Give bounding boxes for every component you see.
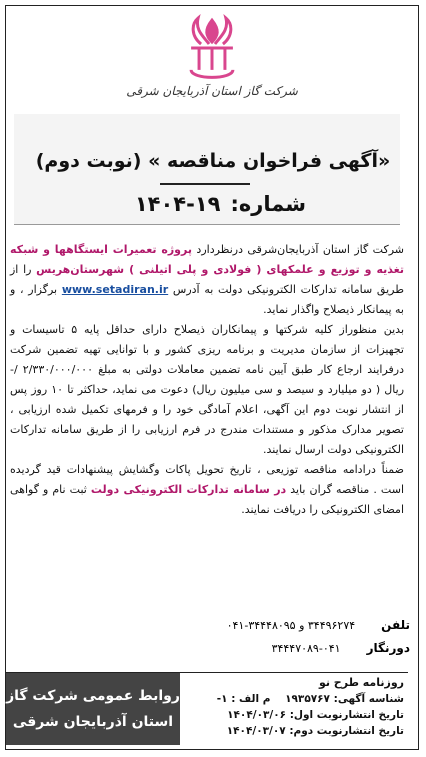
footer	[6, 672, 408, 745]
p3-text-2: ثبت نام و گواهی امضای الکترونیکی را دریافت نمایند.	[10, 483, 404, 516]
ad-code: م الف : ۱-	[216, 693, 271, 705]
pr-line-2: استان آذربایجان شرقی	[12, 714, 174, 730]
notice-number	[125, 192, 306, 216]
fax-row	[227, 637, 410, 660]
number-value: ۱۹-۱۴۰۴	[134, 192, 221, 216]
notice-title: «آگهی فراخوان مناقصه » (نوبت دوم)	[35, 150, 391, 172]
phone-row	[227, 614, 410, 637]
date2-label: تاریخ انتشارنوبت دوم:	[289, 725, 404, 737]
divider	[160, 183, 250, 185]
date2-row	[217, 723, 404, 739]
publication-meta	[217, 675, 404, 739]
public-relations-box	[6, 673, 180, 745]
p3-bold: در سامانه تدارکات الکترونیکی دولت	[90, 483, 287, 496]
project-title: پروژه تعمیرات ایستگاهها و شبکه تغذیه و توزیع و علمکهای ( فولادی و پلی اتیلنی ) شهرستان‌هریس	[10, 243, 404, 276]
number-label: شماره:	[230, 192, 306, 216]
date2: ۱۴۰۴/۰۳/۰۷	[226, 725, 286, 737]
gas-company-logo-icon	[6, 14, 418, 84]
contact-block	[227, 614, 410, 660]
pr-line-1: روابط عمومی شرکت گاز	[6, 688, 180, 704]
date1-row	[217, 707, 404, 723]
date1-label: تاریخ انتشارنوبت اول:	[289, 709, 404, 721]
p3-text: ضمناً درادامه مناقصه توزیعی ، تاریخ تحویل پاکات وگشایش پیشنهادات قید گردیده است . مناقصه گران باید	[10, 463, 404, 496]
newspaper-name: روزنامه طرح نو	[318, 676, 404, 689]
ad-id-label: شناسه آگهی:	[333, 693, 404, 705]
paragraph-2: بدین منظوراز کلیه شرکتها و پیمانکاران ذیصلاح دارای حداقل پایه ۵ تاسیسات و تجهیزات از سازمان مدیریت و برنامه ریزی کشور و با توانایی تهیه تضمین شرکت درفرایند ارجاع کار طبق آیین نامه تضمین معاملات دولتی به مبلغ ۲/۳۳۰/۰۰۰/۰۰۰ /- ریال ( دو میلیارد و سیصد و سی میلیون ریال) دعوت می نماید، حداکثر تا ۱۰ روز پس از انتشار نوبت دوم این آگهی، اعلام آمادگی خود را و فرمهای تکمیل شده ارزیابی ، تصویر مدارک مذکور و مستندات مندرج در فرم ارزیابی را از طریق سامانه تدارکات الکترونیکی دولت ارسال نمایند.	[10, 323, 405, 456]
p1-text-2: را از طریق سامانه تدارکات الکترونیکی دولت به آدرس	[10, 263, 404, 296]
setad-link[interactable]: www.setadiran.ir	[61, 283, 169, 296]
notice-body	[10, 240, 404, 520]
ad-id: ۱۹۳۵۷۶۷	[285, 693, 330, 705]
fax-value: ۰۴۱-۳۴۴۴۷۰۸۹	[271, 642, 341, 655]
company-caption: شرکت گاز استان آذربایجان شرقی	[126, 84, 298, 98]
phone-label: تلفن	[381, 618, 410, 632]
paragraph-3	[10, 460, 404, 520]
paragraph-1	[10, 240, 404, 320]
p1-text-3: برگزار ، و به پیمانکار ذیصلاح واگذار نماید.	[10, 283, 404, 316]
phone-value: ۳۴۴۹۶۲۷۴ و ۳۴۴۴۸۰۹۵-۰۴۱	[226, 619, 356, 632]
ad-id-row	[217, 691, 404, 707]
fax-label: دورنگار	[366, 641, 410, 655]
date1: ۱۴۰۴/۰۳/۰۶	[227, 709, 287, 721]
p1-text: شرکت گاز استان آذربایجان‌شرقی درنظردارد	[191, 243, 404, 256]
